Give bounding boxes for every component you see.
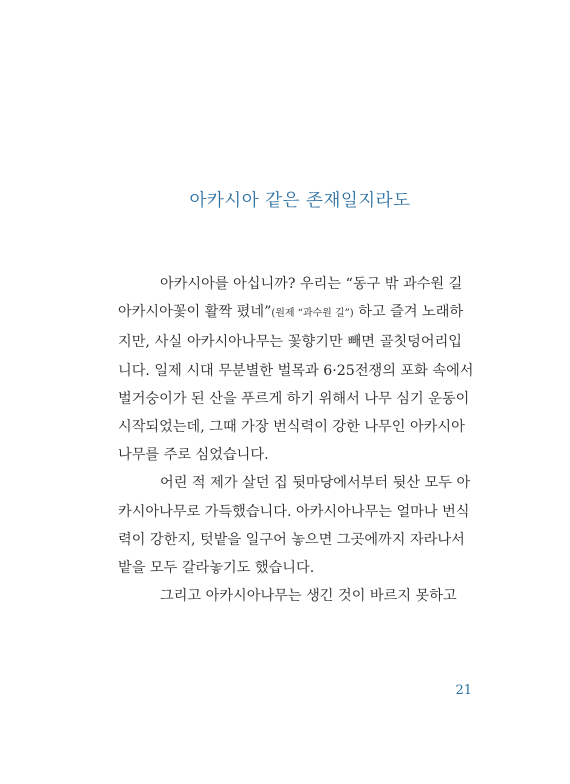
body-line: 시작되었는데, 그때 가장 번식력이 강한 나무인 아카시아 (118, 419, 465, 436)
body-line-start: 아카시아꽃이 활짝 폈네” (118, 304, 272, 321)
body-line (118, 298, 462, 328)
body-line: 나무를 주로 심었습니다. (118, 447, 269, 464)
page-number: 21 (455, 683, 472, 698)
chapter-title: 아카시아 같은 존재일지라도 (189, 191, 411, 211)
body-line-end: 하고 즐겨 노래하 (353, 304, 464, 321)
body-line: 그리고 아카시아나무는 생긴 것이 바르지 못하고 (160, 588, 457, 605)
body-line: 어린 적 제가 살던 집 뒷마당에서부터 뒷산 모두 아 (160, 475, 471, 492)
body-text (118, 270, 474, 610)
body-line: 력이 강한지, 텃밭을 일구어 놓으면 그곳에까지 자라나서 (118, 531, 465, 548)
body-line: 벌거숭이가 된 산을 푸르게 하기 위해서 나무 심기 운동이 (118, 390, 470, 407)
body-line: 밭을 모두 갈라놓기도 했습니다. (118, 560, 315, 577)
song-title-note: (원제 “과수원 길”) (271, 308, 354, 320)
body-line: 지만, 사실 아카시아나무는 꽃향기만 빼면 골칫덩어리입 (118, 334, 462, 351)
body-line: 니다. 일제 시대 무분별한 벌목과 6·25전쟁의 포화 속에서 (118, 362, 474, 379)
body-line: 아카시아를 아십니까? 우리는 “동구 밖 과수원 길 (160, 276, 463, 292)
body-line: 카시아나무로 가득했습니다. 아카시아나무는 얼마나 번식 (118, 503, 470, 520)
